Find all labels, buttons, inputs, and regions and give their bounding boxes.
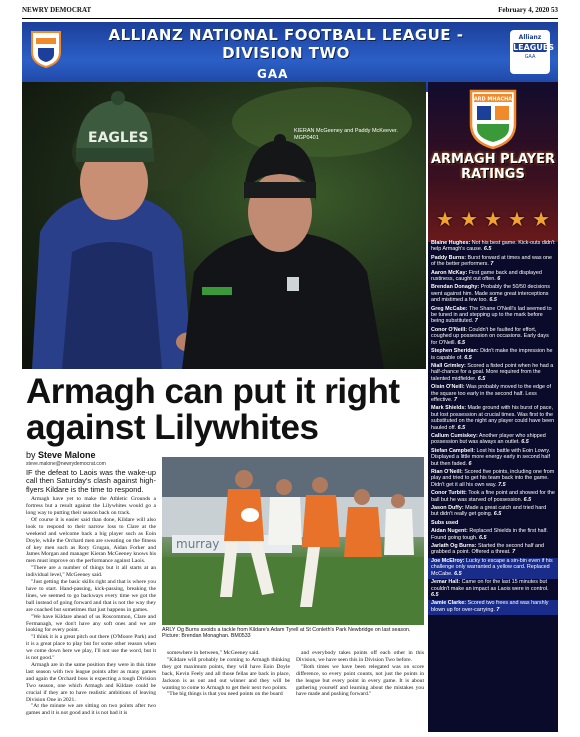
player-name: Jamie Clarke: xyxy=(431,600,467,607)
player-name: Mark Shields: xyxy=(431,405,467,412)
player-rating xyxy=(428,469,558,490)
match-photo-illustration xyxy=(162,457,424,625)
player-ratings-panel xyxy=(428,82,558,732)
page-header xyxy=(22,6,558,18)
article-paragraph: Of course it is easier said than done, Kildare will also look to respond to their narrow loss to Clare at the weekend and welcome back a big player such as Eoin Doyle, while the Orchard men are sweating on the fitness of key men such as Rory Grugan, Aidan Forker and James Morgan and manager Kieran McGeeney knows his men must improve on the performance against Laois. xyxy=(26,516,156,565)
rating-text: Burst forward at times and was one of the better performers. xyxy=(431,254,553,268)
rating-text: Started the second half and grabbed a point. Offered a threat. xyxy=(431,543,544,556)
player-name: Niall Grimley: xyxy=(431,362,466,369)
rating-text: Scored two frees and was harshly blown up for over-carrying. xyxy=(431,600,549,613)
rating-score: 6.5 xyxy=(522,496,532,503)
player-name: Paddy Burns: xyxy=(431,254,467,261)
rating-score: 6.5 xyxy=(492,511,502,518)
star-icon: ★ xyxy=(508,207,526,231)
rating-text: Made a great catch and tried hard but didn't really get going. xyxy=(431,505,547,518)
player-rating xyxy=(428,348,558,363)
rating-score: 6 xyxy=(466,460,472,467)
rating-score: 6.5 xyxy=(452,570,462,577)
byline: by Steve Malone xyxy=(26,450,96,460)
rating-text: Was probably moved to the edge of the square too early in the second half. Less effective. xyxy=(431,384,552,403)
article-paragraph: "Kildare will probably be coming to Armagh thinking they got maximum points, they will have Eoin Doyle back, Kevin Feely and all those fellas are back in place, Jackson is as out and out winner and they will be wanting to come to Armagh to get their next two points. xyxy=(162,656,290,691)
rating-text: Came on for the last 15 minutes but couldn't make an impact as Laois were in control. xyxy=(431,579,549,592)
article-paragraph: "At the minute we are sitting on two points after two games and it is not good and it is not bad it is xyxy=(26,703,156,717)
player-rating xyxy=(428,520,558,528)
article-column-1 xyxy=(26,469,156,717)
player-name: Subs used xyxy=(431,519,459,526)
article-paragraph: somewhere in between," McGeeney said. xyxy=(167,650,260,656)
ratings-title: ARMAGH PLAYER RATINGS xyxy=(430,152,556,182)
article-column-2 xyxy=(162,650,290,698)
star-icon: ★ xyxy=(532,207,550,231)
rating-text: First game back and displayed rustiness, caught out often. xyxy=(431,269,542,283)
player-rating xyxy=(428,433,558,448)
player-rating xyxy=(428,579,558,600)
match-photo xyxy=(162,457,424,625)
player-rating xyxy=(428,255,558,270)
author-email: steve.malone@newrydemocrat.com xyxy=(26,461,106,467)
player-rating xyxy=(428,600,558,615)
article-column-3 xyxy=(296,650,424,698)
player-name: Conor Turbitt: xyxy=(431,490,467,497)
star-icon: ★ xyxy=(484,207,502,231)
publication-name: NEWRY DEMOCRAT xyxy=(22,6,92,14)
player-rating xyxy=(428,240,558,255)
player-rating xyxy=(428,448,558,469)
player-rating xyxy=(428,405,558,433)
player-name: Stefan Campbell: xyxy=(431,447,476,454)
rating-text: Didn't make the impression he is capable of. xyxy=(431,348,553,361)
rating-score: 6 xyxy=(495,276,501,283)
article-paragraph: "Both times we have been relegated was on score difference, so every point counts, not just the points in the league but every point in every game. It is about gathering yourself and learning about the mistakes you have made and pushing forward." xyxy=(296,663,424,698)
player-name: Aaron McKay: xyxy=(431,269,468,276)
rating-score: 6.5 xyxy=(487,297,497,304)
player-rating xyxy=(428,558,558,579)
article-paragraph: IF the defeat to Laois was the wake-up call then Saturday's clash against high-flyers Kildare is the time to respond. xyxy=(26,468,156,494)
player-rating xyxy=(428,270,558,285)
player-name: Jason Duffy: xyxy=(431,505,464,512)
ratings-list xyxy=(428,240,558,615)
match-photo-caption: ARLY Og Burns avoids a tackle from Kildare's Adam Tyrell at St Conleth's Park Newbridge on last season. Picture: Brendan Monaghan. BM0533 xyxy=(162,627,411,640)
player-rating xyxy=(428,528,558,543)
player-name: Brendan Donaghy: xyxy=(431,284,480,291)
gaa-logo: GAA xyxy=(257,67,289,81)
rating-score: 7 xyxy=(494,606,500,613)
player-rating xyxy=(428,363,558,384)
article-paragraph: "I think it is a great pitch out there (O'Moore Park) and it is a great place to play but for some other reason when we come down here we play, I'll not use the word, but it is not good." xyxy=(26,634,156,662)
rating-score: 6.5 xyxy=(456,339,465,346)
rating-score: 7 xyxy=(473,318,478,325)
rating-score: 7 xyxy=(510,549,516,556)
ratings-stars xyxy=(436,208,550,230)
rating-text: Another player who shipped possession but was always an outlet. xyxy=(431,432,546,446)
player-name: Conor O'Neill: xyxy=(431,326,468,333)
article-paragraph: "There are a number of things but it all starts at an individual level," McGeeney said. xyxy=(26,565,156,579)
player-rating xyxy=(428,284,558,305)
author-name: Steve Malone xyxy=(38,450,96,460)
player-name: Oisin O'Neill: xyxy=(431,384,465,391)
rating-score: 7 xyxy=(488,261,494,268)
article-headline: Armagh can put it right against Lilywhites xyxy=(26,372,400,447)
rating-score: 6.5 xyxy=(519,439,529,446)
player-name: Aidan Nugent: xyxy=(431,528,468,535)
rating-text: Scored a fisted point when he had a half-chance for a goal. More required from the talented midfielder. xyxy=(431,362,554,382)
rating-score: 6.5 xyxy=(482,246,492,253)
player-rating xyxy=(428,490,558,505)
date-page: February 4, 2020 53 xyxy=(498,6,558,14)
rating-text: Made ground with his burst of pace, but lost possession at crucial times. Was first to the substituted on the night any player could have been hauled off. xyxy=(431,405,555,431)
player-rating xyxy=(428,505,558,520)
player-name: Stephen Sheridan: xyxy=(431,348,479,355)
star-icon: ★ xyxy=(460,207,478,231)
rating-text: Took a fine point and showed for the ball but he was starved of possession. xyxy=(431,490,555,503)
article-paragraph: Armagh are in the same position they were in this time last season with two league points after as many games and again the Orchard boss is expecting a tough Division Two season, one which Armagh and Kildare could be crucial if they are to have realistic ambitions of leaving Division One in 2021. xyxy=(26,661,156,703)
svg-text:murray: murray xyxy=(176,537,220,551)
player-name: Joe McElroy: xyxy=(431,557,465,564)
player-name: Rian O'Neill: xyxy=(431,469,463,475)
armagh-crest-icon xyxy=(30,30,62,68)
player-rating xyxy=(428,543,558,558)
allianz-leagues-badge: Allianz LEAGUES GAA xyxy=(510,30,550,74)
rating-score: 6.5 xyxy=(477,534,487,541)
rating-text: Replaced Shields in the first half. Found going tough. xyxy=(431,528,548,541)
ard-mhacha-crest-icon xyxy=(468,88,518,150)
rating-text: Probably the 50/50 decisions went against him. Made some great interceptions and mistimed a few too. xyxy=(431,284,550,304)
rating-text: Lost his battle with Eoin Lowry. Displayed a little more energy early in second half but then faded. xyxy=(431,447,551,467)
rating-text: Couldn't be faulted for effort, coughed up possession on occasions. Early days for O'Neill. xyxy=(431,326,549,346)
crest-text: ARD MHACHA xyxy=(473,96,513,103)
rating-score: 6.5 xyxy=(456,424,466,431)
star-icon: ★ xyxy=(436,207,454,231)
coaches-photo-illustration xyxy=(22,82,426,369)
article-paragraph: "We have Kildare ahead of us Roscommon, Clare and Fermanagh, we don't have any soft ones and we are looking for every point. xyxy=(26,613,156,634)
rating-text: Scored five points, including one from play and tried to get his team back into the game. Didn't get it all his own way. xyxy=(431,469,555,488)
article-paragraph: "The big things is that you need points on the board xyxy=(167,691,283,698)
banner-title: ALLIANZ NATIONAL FOOTBALL LEAGUE - DIVISION TWO xyxy=(108,26,464,62)
rating-score: 7.5 xyxy=(496,481,506,488)
player-rating xyxy=(428,327,558,348)
player-rating xyxy=(428,306,558,327)
ratings-panel-header xyxy=(428,82,558,242)
rating-text: Lucky to escape a sin-bin even if his challenge only warranted a yellow card. Replaced McCabe. xyxy=(431,557,553,577)
player-name: Jemar Hall: xyxy=(431,579,461,586)
svg-text:EAGLES: EAGLES xyxy=(88,130,149,146)
rating-text: Not his best game. Kick-outs didn't help Armagh's cause. xyxy=(431,240,555,253)
rating-score: 7 xyxy=(452,396,457,403)
player-name: Blaine Hughes: xyxy=(431,240,471,246)
rating-score: 6.5 xyxy=(431,591,439,598)
main-photo-caption: KIERAN McGeeney and Paddy McKeever. MGP0401 xyxy=(294,128,398,141)
player-name: Jarlath Og Burns: xyxy=(431,543,477,550)
player-rating xyxy=(428,384,558,405)
rating-score: 6.5 xyxy=(462,354,472,361)
player-name: Callum Cumiskey: xyxy=(431,432,478,439)
rating-text: The Shane O'Neill's lad seemed to be tuned in and stepping up to the mark before being substituted. xyxy=(431,305,552,325)
article-paragraph: Armagh have yet to make the Athletic Grounds a fortress but a result against the Lilywhites would go a long way to putting their season back on track. xyxy=(26,496,156,517)
article-paragraph: and everybody takes points off each other in this Division, we have seen this in Division Two before. xyxy=(296,650,424,663)
main-photo xyxy=(22,82,426,369)
article-paragraph: "Just getting the basic skills right and that is where you have to start. Hand-passing, kick-passing, breaking the lines, we seemed to go backways every time we got the ball instead of going forward and that is not the way they are coached but sometimes that just happens in games. xyxy=(26,579,156,613)
header-rule xyxy=(22,18,558,19)
rating-score: 6.5 xyxy=(476,375,486,382)
player-name: Greg McCabe: xyxy=(431,305,468,312)
